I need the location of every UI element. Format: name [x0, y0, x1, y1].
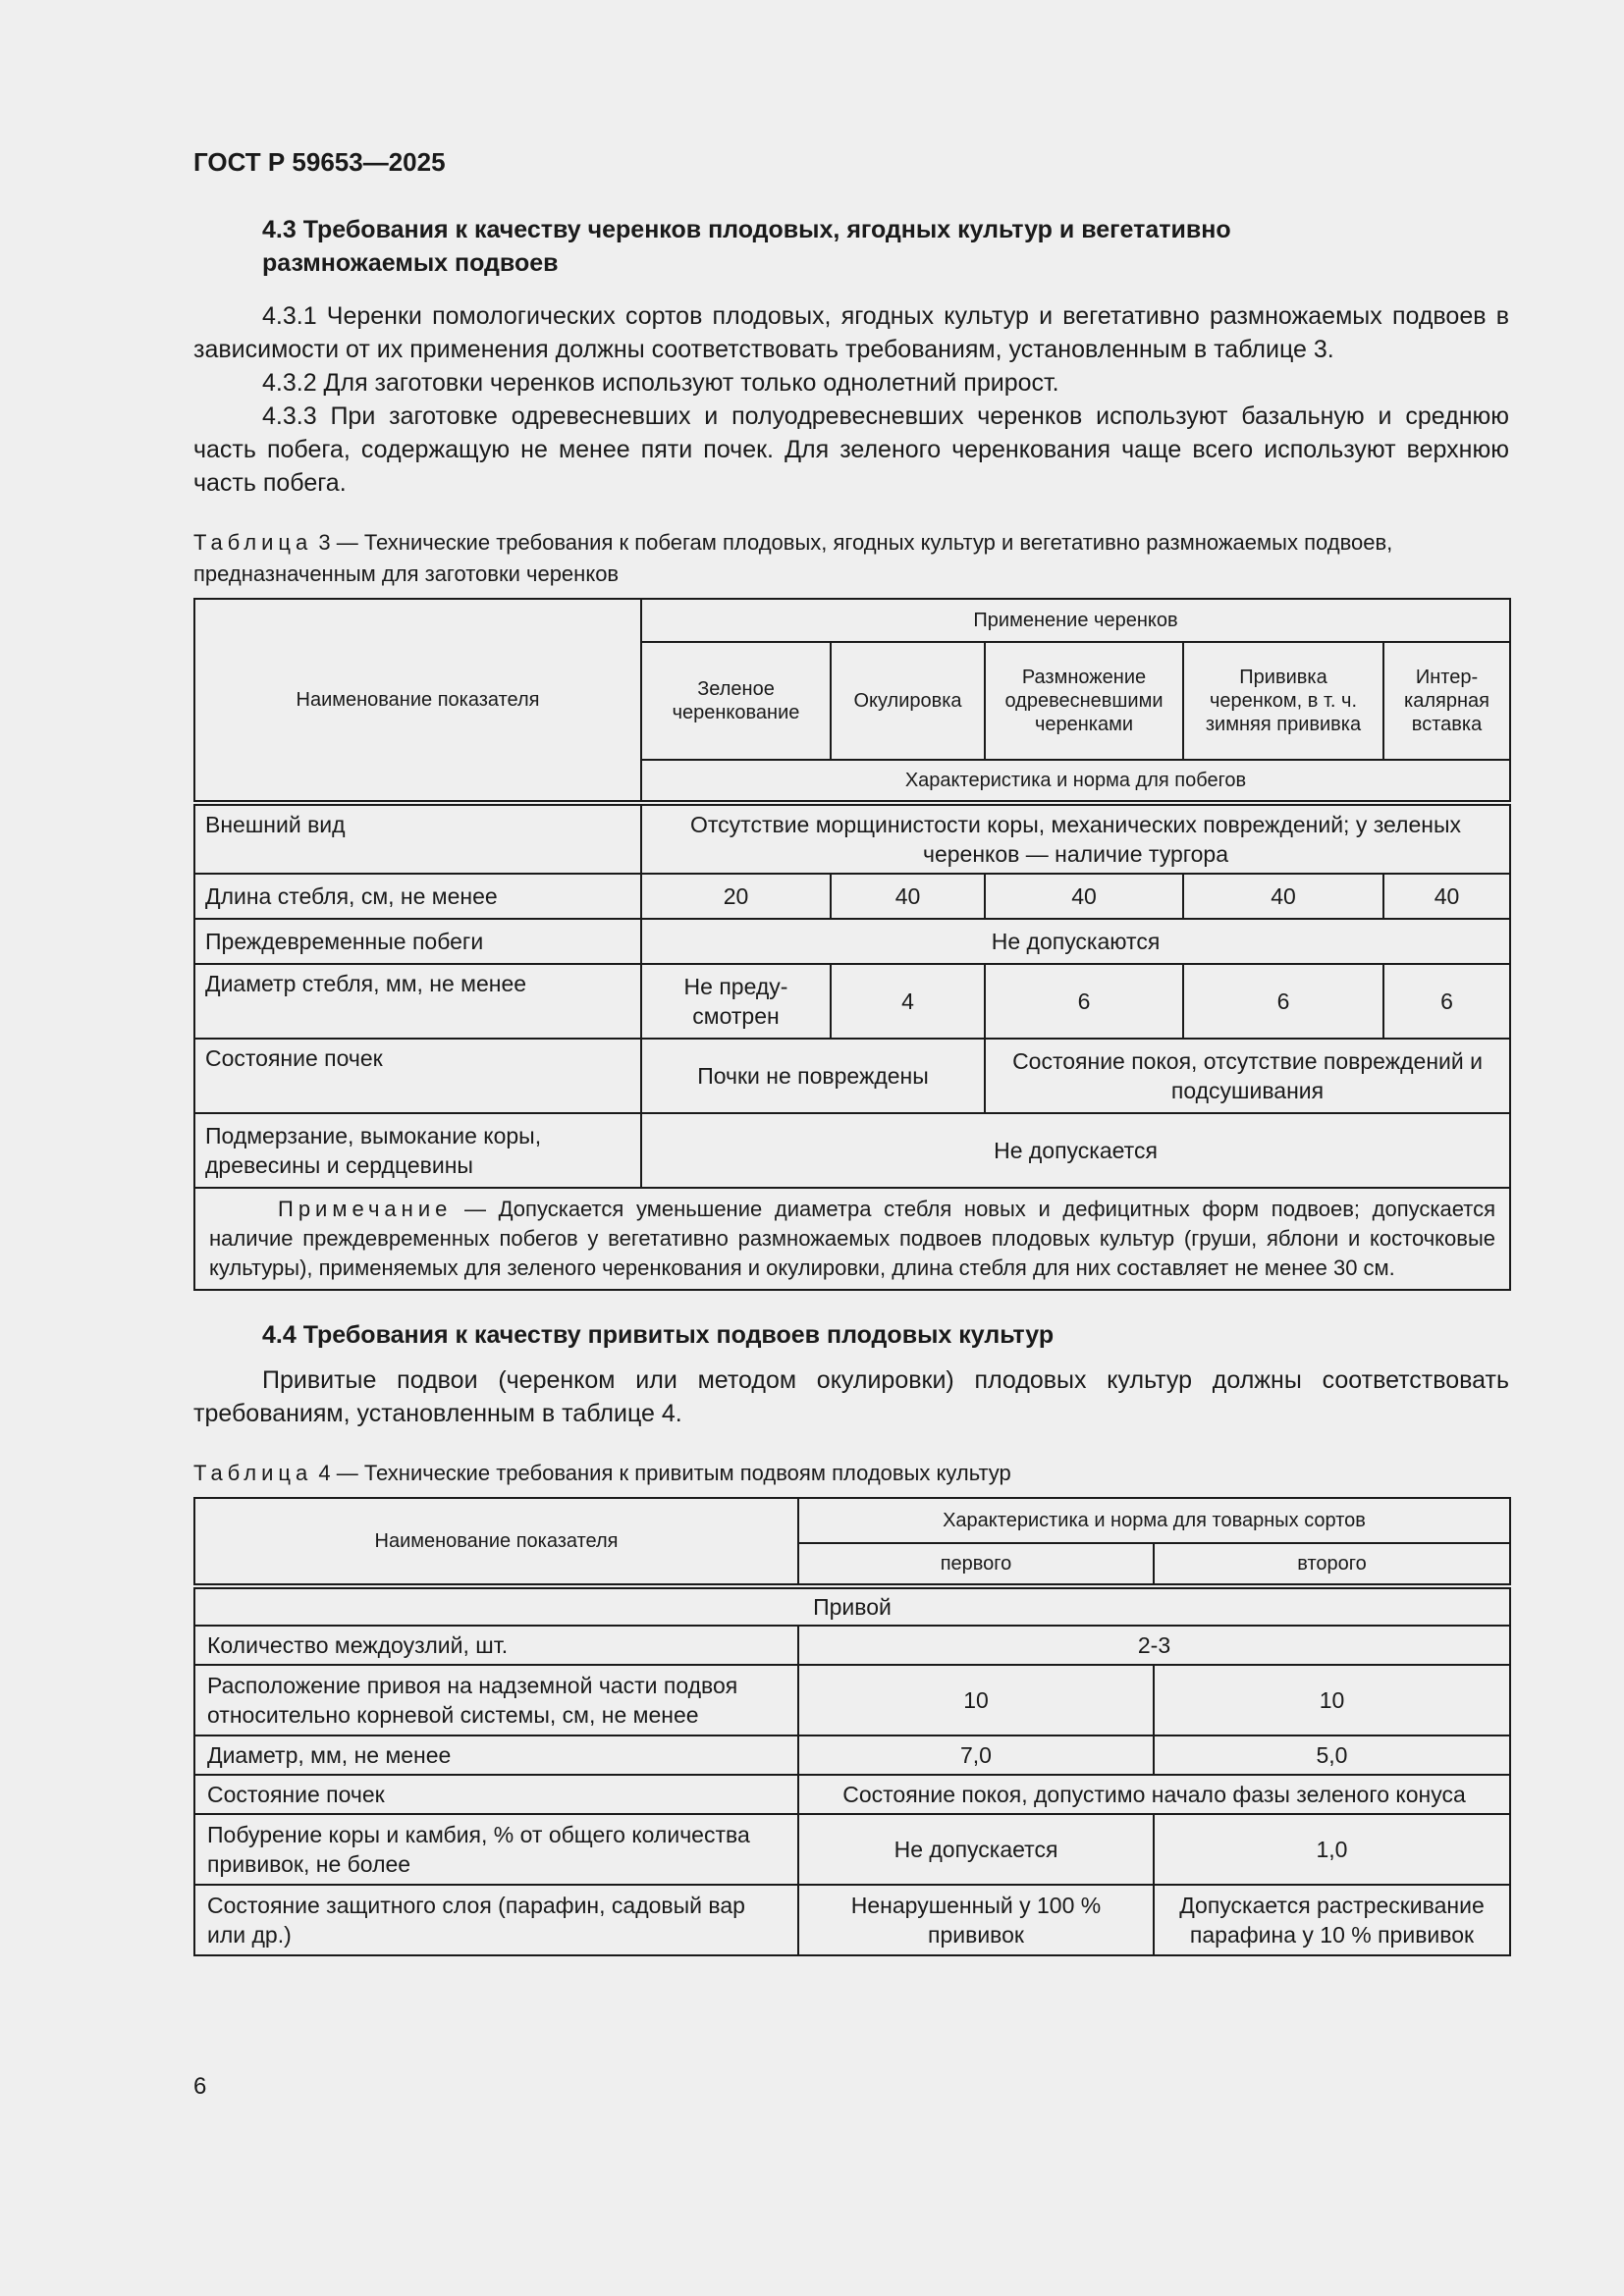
page-number: 6 — [193, 2073, 207, 2100]
table-3-subheader: Интер-калярная вставка — [1383, 642, 1510, 760]
table-3-note: Примечание — Допускается уменьшение диаметра стебля новых и дефицитных форм подвоев; допускается наличие преждевременных побегов у вегетативно размножаемых подвоев плодовых культур (груши, яблони и косточковые культуры), применяемых для зеленого черенкования и окулировки, длина стебля для них составляет не менее 30 см. — [194, 1188, 1510, 1290]
table-3-caption: Таблица 3 — Технические требования к побегам плодовых, ягодных культур и вегетативно размножаемых подвоев, предназначенным для заготовки черенков — [193, 530, 1393, 586]
table-row: Количество междоузлий, шт. 2-3 — [194, 1626, 1510, 1665]
table-3 — [193, 598, 1511, 1291]
table-row: Расположение привоя на надземной части подвоя относительно корневой системы, см, не менее 10 10 — [194, 1665, 1510, 1735]
table-row: Побурение коры и камбия, % от общего количества прививок, не более Не допускается 1,0 — [194, 1814, 1510, 1885]
table-row: Внешний вид Отсутствие морщинистости коры, механических повреждений; у зеленых черенков — наличие тургора — [194, 803, 1510, 874]
table-4-header-name: Наименование показателя — [194, 1498, 798, 1586]
paragraph-4-3-2: 4.3.2 Для заготовки черенков используют только однолетний прирост. — [262, 369, 1059, 397]
table-row: Преждевременные побеги Не допускаются — [194, 919, 1510, 964]
table-row: Подмерзание, вымокание коры, древесины и сердцевины Не допускается — [194, 1113, 1510, 1188]
table-4-caption: Таблица 4 — Технические требования к привитым подвоям плодовых культур — [193, 1461, 1011, 1485]
table-row: Состояние почек Почки не повреждены Состояние покоя, отсутствие повреждений и подсушивания — [194, 1039, 1510, 1113]
table-4-header-group: Характеристика и норма для товарных сортов — [798, 1498, 1510, 1543]
paragraph-4-4: Привитые подвои (черенком или методом окулировки) плодовых культур должны соответствовать требованиям, установленным в таблице 4. — [193, 1366, 1509, 1427]
paragraph-4-3-1: 4.3.1 Черенки помологических сортов плодовых, ягодных культур и вегетативно размножаемых подвоев в зависимости от их применения должны соответствовать требованиям, установленным в таблице 3. — [193, 302, 1509, 363]
table-4-subheader: первого — [798, 1543, 1154, 1586]
table-3-subheader: Зеленое черенкование — [641, 642, 831, 760]
table-3-header-name: Наименование показателя — [194, 599, 641, 803]
table-row: Диаметр стебля, мм, не менее Не преду-смотрен 4 6 6 6 — [194, 964, 1510, 1039]
table-4-section-row: Привой — [194, 1586, 1510, 1626]
table-row: Состояние защитного слоя (парафин, садовый вар или др.) Ненарушенный у 100 % прививок Допускается растрескивание парафина у 10 % прививок — [194, 1885, 1510, 1955]
table-3-note-row — [194, 1188, 1510, 1290]
table-row: Состояние почек Состояние покоя, допустимо начало фазы зеленого конуса — [194, 1775, 1510, 1814]
table-4-subheader: второго — [1154, 1543, 1510, 1586]
table-3-header-group: Применение черенков — [641, 599, 1510, 642]
table-row: Длина стебля, см, не менее 20 40 40 40 40 — [194, 874, 1510, 919]
document-id: ГОСТ Р 59653—2025 — [193, 147, 446, 177]
section-4-4-title: 4.4 Требования к качеству привитых подвоев плодовых культур — [262, 1321, 1055, 1349]
table-3-subheader: Окулировка — [831, 642, 985, 760]
table-3-char-header: Характеристика и норма для побегов — [641, 760, 1510, 803]
paragraph-4-3-3: 4.3.3 При заготовке одревесневших и полуодревесневших черенков используют базальную и среднюю часть побега, содержащую не менее пяти почек. Для зеленого черенкования чаще всего используют верхнюю часть побега. — [193, 402, 1509, 497]
table-3-subheader: Прививка черенком, в т. ч. зимняя прививка — [1183, 642, 1383, 760]
section-4-3-title: 4.3 Требования к качеству черенков плодовых, ягодных культур и вегетативно размножаемых подвоев — [262, 216, 1231, 277]
table-row: Диаметр, мм, не менее 7,0 5,0 — [194, 1735, 1510, 1775]
document-page — [193, 147, 1509, 1956]
table-4 — [193, 1497, 1511, 1956]
table-3-subheader: Размножение одревесневшими черенками — [985, 642, 1183, 760]
